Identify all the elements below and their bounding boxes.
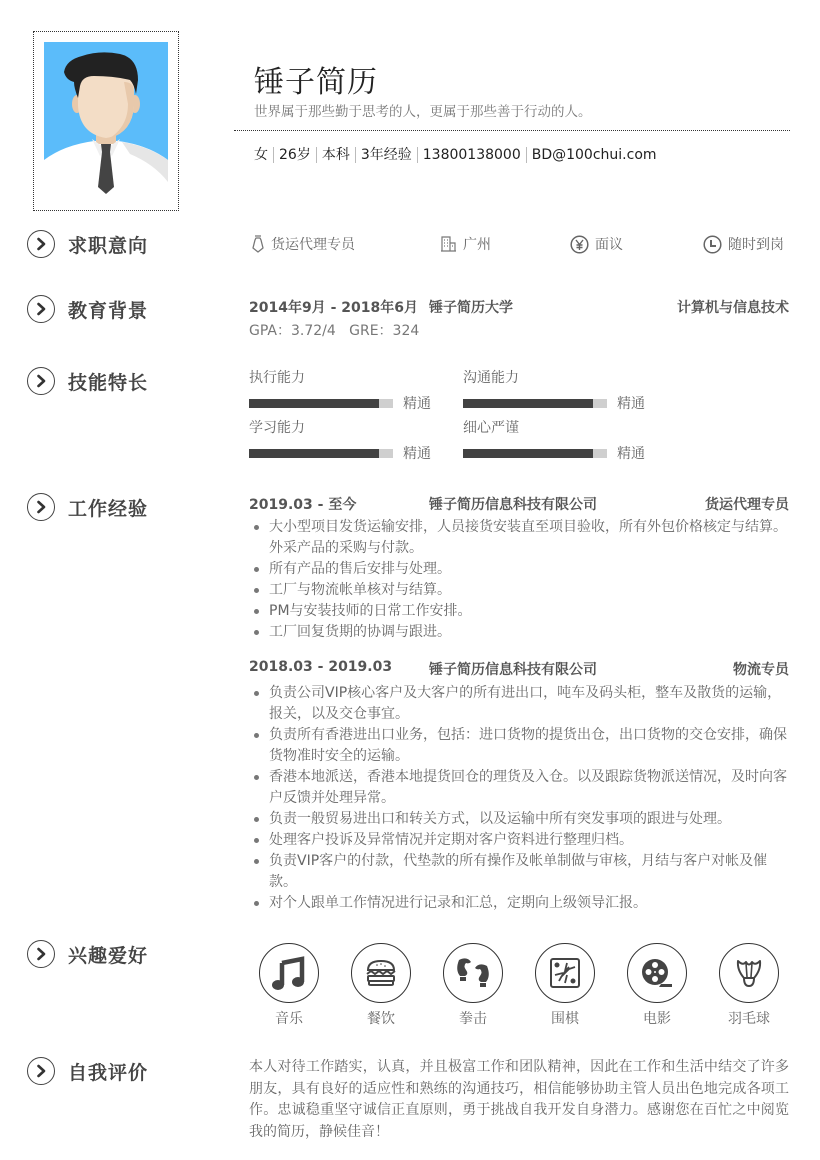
- skill-progress-bar: [463, 449, 607, 458]
- job-company: 锤子简历信息科技有限公司: [429, 497, 597, 513]
- job-header: [249, 659, 789, 679]
- section-head-work: [27, 493, 148, 521]
- hobby-label: 羽毛球: [728, 1011, 770, 1027]
- header-divider: [234, 130, 790, 131]
- info-separator: [526, 147, 527, 163]
- section-title: 技能特长: [68, 371, 149, 394]
- skill-level: 精通: [403, 446, 431, 462]
- job-header: [249, 494, 789, 514]
- education-scores: GPA：3.72/4 GRE：324: [249, 323, 420, 339]
- skill-progress-fill: [463, 449, 593, 458]
- experience-years: 3年经验: [360, 147, 412, 163]
- degree: 本科: [321, 147, 350, 163]
- skill-progress-fill: [249, 449, 379, 458]
- list-item: 负责一般贸易进出口和转关方式，以及运输中所有突发事项的跟进与处理。: [249, 809, 794, 830]
- skill-level: 精通: [403, 396, 431, 412]
- skill-progress-fill: [249, 399, 379, 408]
- list-item: 所有产品的售后安排与处理。: [249, 559, 794, 580]
- section-title: 教育背景: [68, 299, 149, 322]
- hobby-label: 拳击: [459, 1011, 487, 1027]
- education-school: 锤子简历大学: [429, 300, 513, 316]
- photo-frame: [33, 31, 179, 211]
- section-title: 兴趣爱好: [68, 944, 149, 967]
- burger-icon: [365, 959, 397, 987]
- list-item: 大小型项目发货运输安排，人员接货安装直至项目验收，所有外包价格核定与结算。外采产品的采购与付款。: [249, 517, 794, 559]
- skill-name: 学习能力: [249, 420, 305, 436]
- info-separator: [417, 147, 418, 163]
- chevron-right-circle-icon: [27, 493, 55, 521]
- info-separator: [355, 147, 356, 163]
- list-item: PM与安装技师的日常工作安排。: [249, 601, 794, 622]
- job-title: 货运代理专员: [705, 497, 789, 513]
- hobby-item: [534, 943, 596, 1028]
- hobby-label: 音乐: [275, 1011, 303, 1027]
- hobby-item: [442, 943, 504, 1028]
- avatar: [44, 42, 168, 200]
- list-item: 工厂与物流帐单核对与结算。: [249, 580, 794, 601]
- shuttlecock-icon: [735, 958, 763, 988]
- list-item: 负责所有香港进出口业务，包括：进口货物的提货出仓，出口货物的交仓安排，确保货物准时安全的运输。: [249, 725, 794, 767]
- intention-city: [440, 234, 491, 254]
- intention-text: 面议: [595, 237, 623, 253]
- list-item: 负责公司VIP核心客户及大客户的所有进出口，吨车及码头柜，整车及散货的运输，报关，以及交仓事宜。: [249, 683, 794, 725]
- age: 26岁: [279, 147, 311, 163]
- hobby-item: [350, 943, 412, 1028]
- education-period: 2014年9月 - 2018年6月: [249, 300, 418, 316]
- hobby-item: [626, 943, 688, 1028]
- info-separator: [273, 147, 274, 163]
- email[interactable]: BD@100chui.com: [531, 147, 657, 163]
- section-head-education: [27, 295, 148, 323]
- job-duties: [249, 517, 794, 643]
- self-evaluation-text: 本人对待工作踏实，认真，并且极富工作和团队精神，因此在工作和生活中结交了许多朋友，具有良好的适应性和熟练的沟通技巧，相信能够协助主管人员出色地完成各项工作。忠诚稳重坚守诚信正直原则，勇于挑战自我开发自身潜力。感谢您在百忙之中阅览我的简历，静候佳音！: [249, 1059, 789, 1140]
- skill-name: 细心严谨: [463, 420, 519, 436]
- skill-progress-bar: [249, 399, 393, 408]
- section-head-skills: [27, 367, 148, 395]
- skill-level: 精通: [617, 396, 645, 412]
- skill-progress-bar: [463, 399, 607, 408]
- section-head-hobbies: [27, 940, 148, 968]
- skill-item: [249, 369, 449, 413]
- skill-progress-fill: [463, 399, 593, 408]
- hobby-item: [718, 943, 780, 1028]
- job-company: 锤子简历信息科技有限公司: [429, 662, 597, 678]
- resume-name: 锤子简历: [254, 65, 378, 100]
- intention-text: 广州: [463, 237, 491, 253]
- skill-name: 执行能力: [249, 370, 305, 386]
- hobby-label: 餐饮: [367, 1011, 395, 1027]
- skill-progress-bar: [249, 449, 393, 458]
- list-item: 工厂回复货期的协调与跟进。: [249, 622, 794, 643]
- intention-text: 随时到岗: [728, 237, 784, 253]
- tie-icon: [251, 235, 265, 253]
- list-item: 对个人跟单工作情况进行记录和汇总，定期向上级领导汇报。: [249, 893, 794, 914]
- section-head-intention: [27, 230, 148, 258]
- skill-item: [463, 369, 663, 413]
- job-duties: [249, 683, 794, 914]
- job-period: 2019.03 - 至今: [249, 497, 357, 513]
- basic-info-row: [254, 145, 657, 165]
- list-item: 香港本地派送，香港本地提货回仓的理货及入仓。以及跟踪货物派送情况，及时向客户反馈并处理异常。: [249, 767, 794, 809]
- education-major: 计算机与信息技术: [677, 300, 789, 316]
- section-head-self-eval: [27, 1057, 148, 1085]
- section-title: 自我评价: [68, 1061, 149, 1084]
- go-board-icon: [549, 957, 581, 989]
- list-item: 处理客户投诉及异常情况并定期对客户资料进行整理归档。: [249, 830, 794, 851]
- skill-name: 沟通能力: [463, 370, 519, 386]
- skill-item: [249, 419, 449, 463]
- chevron-right-circle-icon: [27, 367, 55, 395]
- gender: 女: [254, 147, 268, 163]
- music-note-icon: [272, 955, 306, 991]
- section-title: 求职意向: [68, 234, 149, 257]
- section-title: 工作经验: [68, 497, 149, 520]
- intention-text: 货运代理专员: [271, 237, 355, 253]
- yen-icon: [570, 235, 589, 254]
- intention-availability: [703, 234, 784, 254]
- chevron-right-circle-icon: [27, 295, 55, 323]
- chevron-right-circle-icon: [27, 1057, 55, 1085]
- skill-level: 精通: [617, 446, 645, 462]
- chevron-right-circle-icon: [27, 230, 55, 258]
- job-period: 2018.03 - 2019.03: [249, 659, 393, 675]
- hobby-label: 围棋: [551, 1011, 579, 1027]
- skill-item: [463, 419, 663, 463]
- phone[interactable]: 13800138000: [422, 147, 521, 163]
- list-item: 负责VIP客户的付款，代垫款的所有操作及帐单制做与审核，月结与客户对帐及催款。: [249, 851, 794, 893]
- intention-salary: [570, 234, 623, 254]
- boxing-gloves-icon: [455, 956, 491, 990]
- hobby-item: [258, 943, 320, 1028]
- job-title: 物流专员: [733, 662, 789, 678]
- chevron-right-circle-icon: [27, 940, 55, 968]
- film-reel-icon: [641, 958, 673, 988]
- info-separator: [316, 147, 317, 163]
- intention-position: [251, 234, 355, 254]
- motto: 世界属于那些勤于思考的人，更属于那些善于行动的人。: [254, 104, 592, 120]
- building-icon: [440, 236, 457, 252]
- clock-icon: [703, 235, 722, 254]
- hobby-label: 电影: [643, 1011, 671, 1027]
